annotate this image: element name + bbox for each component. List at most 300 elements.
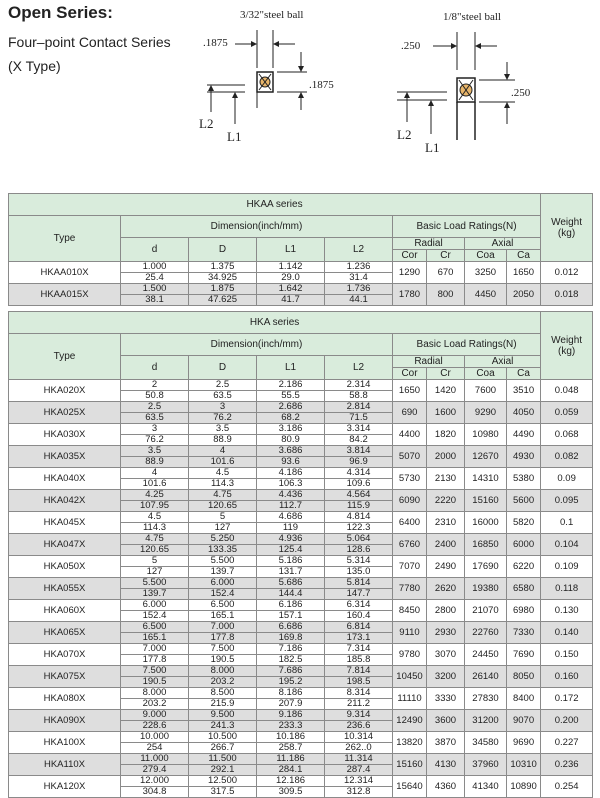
D-cell-inch: 9.500 xyxy=(189,710,256,721)
L1-cell-mm: 233.3 xyxy=(278,720,303,731)
D-cell-inch: 3 xyxy=(189,402,256,413)
d-cell xyxy=(121,512,189,534)
L1-cell-inch: 1.642 xyxy=(257,284,324,295)
ca-cell: 10890 xyxy=(507,776,541,798)
radial-header: Radial xyxy=(393,356,465,368)
L2-cell-mm: 122.3 xyxy=(346,522,371,533)
cr-cell: 2000 xyxy=(427,446,465,468)
ca-cell: 6980 xyxy=(507,600,541,622)
cor-cell: 12490 xyxy=(393,710,427,732)
d-cell-mm: 63.5 xyxy=(145,412,164,423)
D-cell-inch: 12.500 xyxy=(189,776,256,787)
col-cr: Cr xyxy=(427,368,465,380)
L2-cell-inch: 7.814 xyxy=(325,666,392,677)
D-cell-mm: 63.5 xyxy=(213,390,232,401)
L2-cell-inch: 6.814 xyxy=(325,622,392,633)
ca-cell: 8400 xyxy=(507,688,541,710)
cor-cell: 9780 xyxy=(393,644,427,666)
type-cell: HKA045X xyxy=(9,512,121,534)
table-row xyxy=(9,556,593,578)
L2-cell xyxy=(325,754,393,776)
type-cell: HKA110X xyxy=(9,754,121,776)
col-cor: Cor xyxy=(393,368,427,380)
L1-cell-mm: 41.7 xyxy=(281,294,300,305)
L2-cell-mm: 262..0 xyxy=(345,742,372,753)
D-cell xyxy=(189,512,257,534)
d-cell-inch: 2.5 xyxy=(121,402,188,413)
L2-cell xyxy=(325,380,393,402)
cr-cell: 3600 xyxy=(427,710,465,732)
L1-cell xyxy=(257,490,325,512)
type-cell: HKAA010X xyxy=(9,262,121,284)
table-row xyxy=(9,666,593,688)
type-cell: HKA090X xyxy=(9,710,121,732)
D-cell-mm: 139.7 xyxy=(210,566,235,577)
L1-cell-mm: 195.2 xyxy=(278,676,303,687)
D-cell-mm: 241.3 xyxy=(210,720,235,731)
ca-cell: 9070 xyxy=(507,710,541,732)
D-cell-mm: 190.5 xyxy=(210,654,235,665)
load-ratings-header: Basic Load Ratings(N) xyxy=(393,216,541,238)
ca-cell: 8050 xyxy=(507,666,541,688)
table-row xyxy=(9,600,593,622)
ca-cell: 5820 xyxy=(507,512,541,534)
D-cell-mm: 114.3 xyxy=(210,478,235,489)
cr-cell: 3070 xyxy=(427,644,465,666)
axial-header: Axial xyxy=(465,356,541,368)
L2-cell xyxy=(325,710,393,732)
table-row xyxy=(9,512,593,534)
L1-cell-mm: 258.7 xyxy=(278,742,303,753)
d-cell-inch: 6.500 xyxy=(121,622,188,633)
D-cell-mm: 133.35 xyxy=(207,544,238,555)
cor-cell: 11110 xyxy=(393,688,427,710)
L1-cell xyxy=(257,380,325,402)
L2-cell-inch: 3.814 xyxy=(325,446,392,457)
diagram-right xyxy=(397,11,531,155)
D-cell xyxy=(189,284,257,306)
L2-cell-inch: 5.314 xyxy=(325,556,392,567)
L1-cell-mm: 80.9 xyxy=(281,434,300,445)
cor-cell: 15640 xyxy=(393,776,427,798)
L1-cell xyxy=(257,402,325,424)
coa-cell: 15160 xyxy=(465,490,507,512)
d-cell-mm: 165.1 xyxy=(142,632,167,643)
col-L1: L1 xyxy=(257,238,325,262)
L1-cell xyxy=(257,284,325,306)
L1-cell-inch: 7.186 xyxy=(257,644,324,655)
D-cell-mm: 88.9 xyxy=(213,434,232,445)
L2-cell-inch: 2.314 xyxy=(325,380,392,391)
cr-cell: 1820 xyxy=(427,424,465,446)
D-cell xyxy=(189,380,257,402)
L2-cell-mm: 198.5 xyxy=(346,676,371,687)
D-cell-mm: 165.1 xyxy=(210,610,235,621)
d-cell-inch: 10.000 xyxy=(121,732,188,743)
type-header: Type xyxy=(9,334,121,380)
L2-cell-inch: 4.314 xyxy=(325,468,392,479)
d-cell-mm: 25.4 xyxy=(145,272,164,283)
subtitle-line-1: Four–point Contact Series xyxy=(8,34,171,50)
weight-cell: 0.118 xyxy=(541,578,593,600)
type-cell: HKA120X xyxy=(9,776,121,798)
L1-cell-inch: 2.186 xyxy=(257,380,324,391)
L2-cell-mm: 58.8 xyxy=(349,390,368,401)
weight-cell: 0.104 xyxy=(541,534,593,556)
weight-cell: 0.160 xyxy=(541,666,593,688)
L2-cell-mm: 84.2 xyxy=(349,434,368,445)
L2-cell-mm: 71.5 xyxy=(349,412,368,423)
d-cell-mm: 38.1 xyxy=(145,294,164,305)
coa-cell: 26140 xyxy=(465,666,507,688)
table-row xyxy=(9,534,593,556)
cross-section-diagrams xyxy=(185,0,595,160)
d-cell xyxy=(121,666,189,688)
d-cell xyxy=(121,688,189,710)
L2-cell xyxy=(325,688,393,710)
d-cell xyxy=(121,446,189,468)
weight-cell: 0.095 xyxy=(541,490,593,512)
L1-cell-mm: 93.6 xyxy=(281,456,300,467)
D-cell-inch: 3.5 xyxy=(189,424,256,435)
D-cell-mm: 120.65 xyxy=(207,500,238,511)
cor-cell: 10450 xyxy=(393,666,427,688)
cor-cell: 8450 xyxy=(393,600,427,622)
cr-cell: 3200 xyxy=(427,666,465,688)
L2-cell-inch: 11.314 xyxy=(325,754,392,765)
table-row xyxy=(9,446,593,468)
d-cell xyxy=(121,402,189,424)
weight-cell: 0.012 xyxy=(541,262,593,284)
right-dim-b: .250 xyxy=(511,87,531,99)
left-l1-label: L1 xyxy=(227,129,242,144)
table-row xyxy=(9,710,593,732)
d-cell-inch: 11.000 xyxy=(121,754,188,765)
L1-cell-mm: 207.9 xyxy=(278,698,303,709)
L1-cell xyxy=(257,622,325,644)
weight-cell: 0.150 xyxy=(541,644,593,666)
L2-cell-mm: 128.6 xyxy=(346,544,371,555)
d-cell xyxy=(121,622,189,644)
d-cell-mm: 279.4 xyxy=(142,764,167,775)
table-row xyxy=(9,468,593,490)
coa-cell: 16850 xyxy=(465,534,507,556)
type-cell: HKA055X xyxy=(9,578,121,600)
cor-cell: 690 xyxy=(393,402,427,424)
L1-cell-mm: 182.5 xyxy=(278,654,303,665)
col-d: d xyxy=(121,356,189,380)
L2-cell xyxy=(325,424,393,446)
L1-cell xyxy=(257,262,325,284)
type-cell: HKA080X xyxy=(9,688,121,710)
col-cr: Cr xyxy=(427,250,465,262)
type-cell: HKAA015X xyxy=(9,284,121,306)
cr-cell: 2400 xyxy=(427,534,465,556)
d-cell xyxy=(121,468,189,490)
table-row xyxy=(9,402,593,424)
L2-cell xyxy=(325,262,393,284)
cr-cell: 2930 xyxy=(427,622,465,644)
D-cell xyxy=(189,490,257,512)
d-cell-inch: 8.000 xyxy=(121,688,188,699)
D-cell xyxy=(189,600,257,622)
table-row xyxy=(9,754,593,776)
L2-cell-inch: 2.814 xyxy=(325,402,392,413)
L2-cell xyxy=(325,284,393,306)
D-cell xyxy=(189,710,257,732)
coa-cell: 9290 xyxy=(465,402,507,424)
L2-cell xyxy=(325,534,393,556)
coa-cell: 34580 xyxy=(465,732,507,754)
radial-header: Radial xyxy=(393,238,465,250)
d-cell-inch: 4 xyxy=(121,468,188,479)
D-cell-mm: 266.7 xyxy=(210,742,235,753)
L2-cell-inch: 4.564 xyxy=(325,490,392,501)
L2-cell-mm: 96.9 xyxy=(349,456,368,467)
cor-cell: 13820 xyxy=(393,732,427,754)
d-cell-inch: 7.000 xyxy=(121,644,188,655)
L1-cell-mm: 119 xyxy=(282,522,299,533)
weight-cell: 0.200 xyxy=(541,710,593,732)
D-cell-inch: 4.5 xyxy=(189,468,256,479)
right-dim-a: .250 xyxy=(401,40,421,52)
cor-cell: 6400 xyxy=(393,512,427,534)
type-cell: HKA075X xyxy=(9,666,121,688)
L1-cell-inch: 1.142 xyxy=(257,262,324,273)
weight-cell: 0.254 xyxy=(541,776,593,798)
D-cell-inch: 5.500 xyxy=(189,556,256,567)
L1-cell xyxy=(257,732,325,754)
cr-cell: 2620 xyxy=(427,578,465,600)
L1-cell-mm: 112.7 xyxy=(278,500,303,511)
L2-cell-inch: 3.314 xyxy=(325,424,392,435)
L2-cell-inch: 5.064 xyxy=(325,534,392,545)
D-cell-inch: 10.500 xyxy=(189,732,256,743)
ca-cell: 6000 xyxy=(507,534,541,556)
coa-cell: 17690 xyxy=(465,556,507,578)
weight-cell: 0.130 xyxy=(541,600,593,622)
d-cell xyxy=(121,776,189,798)
L2-cell xyxy=(325,446,393,468)
type-cell: HKA030X xyxy=(9,424,121,446)
L1-cell xyxy=(257,776,325,798)
table-row xyxy=(9,380,593,402)
d-cell-mm: 139.7 xyxy=(142,588,167,599)
D-cell-inch: 7.500 xyxy=(189,644,256,655)
coa-cell: 31200 xyxy=(465,710,507,732)
table-row xyxy=(9,424,593,446)
coa-cell: 21070 xyxy=(465,600,507,622)
coa-cell: 16000 xyxy=(465,512,507,534)
L1-cell xyxy=(257,534,325,556)
d-cell-inch: 3 xyxy=(121,424,188,435)
D-cell xyxy=(189,446,257,468)
table-row xyxy=(9,490,593,512)
L1-cell xyxy=(257,688,325,710)
D-cell xyxy=(189,666,257,688)
ca-cell: 10310 xyxy=(507,754,541,776)
L1-cell-mm: 131.7 xyxy=(278,566,303,577)
cor-cell: 15160 xyxy=(393,754,427,776)
cor-cell: 1650 xyxy=(393,380,427,402)
L1-cell xyxy=(257,446,325,468)
D-cell-inch: 6.000 xyxy=(189,578,256,589)
ca-cell: 4490 xyxy=(507,424,541,446)
L1-cell-mm: 106.3 xyxy=(278,478,303,489)
col-cor: Cor xyxy=(393,250,427,262)
D-cell-inch: 1.875 xyxy=(189,284,256,295)
weight-cell: 0.1 xyxy=(541,512,593,534)
D-cell xyxy=(189,732,257,754)
coa-cell: 10980 xyxy=(465,424,507,446)
d-cell-inch: 5 xyxy=(121,556,188,567)
L2-cell xyxy=(325,556,393,578)
ca-cell: 4930 xyxy=(507,446,541,468)
L2-cell xyxy=(325,644,393,666)
col-D: D xyxy=(189,356,257,380)
D-cell-mm: 317.5 xyxy=(210,786,235,797)
L1-cell-mm: 284.1 xyxy=(278,764,303,775)
D-cell xyxy=(189,534,257,556)
L2-cell-inch: 6.314 xyxy=(325,600,392,611)
L1-cell xyxy=(257,754,325,776)
d-cell-inch: 5.500 xyxy=(121,578,188,589)
ca-cell: 6220 xyxy=(507,556,541,578)
d-cell xyxy=(121,578,189,600)
L2-cell-mm: 44.1 xyxy=(349,294,368,305)
d-cell-mm: 203.2 xyxy=(142,698,167,709)
D-cell xyxy=(189,688,257,710)
coa-cell: 27830 xyxy=(465,688,507,710)
L1-cell xyxy=(257,644,325,666)
table-row xyxy=(9,688,593,710)
load-ratings-header: Basic Load Ratings(N) xyxy=(393,334,541,356)
L1-cell xyxy=(257,424,325,446)
type-cell: HKA060X xyxy=(9,600,121,622)
D-cell xyxy=(189,468,257,490)
cor-cell: 9110 xyxy=(393,622,427,644)
weight-cell: 0.068 xyxy=(541,424,593,446)
d-cell-mm: 190.5 xyxy=(142,676,167,687)
L2-cell xyxy=(325,666,393,688)
d-cell xyxy=(121,284,189,306)
L2-cell-mm: 31.4 xyxy=(349,272,368,283)
L1-cell xyxy=(257,556,325,578)
d-cell xyxy=(121,262,189,284)
L2-cell-mm: 135.0 xyxy=(346,566,371,577)
L1-cell xyxy=(257,468,325,490)
d-cell-inch: 6.000 xyxy=(121,600,188,611)
D-cell-mm: 47.625 xyxy=(207,294,238,305)
hka-series-table xyxy=(8,311,593,798)
cr-cell: 2130 xyxy=(427,468,465,490)
L2-cell xyxy=(325,622,393,644)
L1-cell-inch: 3.686 xyxy=(257,446,324,457)
L1-cell-mm: 55.5 xyxy=(281,390,300,401)
L1-cell-inch: 4.186 xyxy=(257,468,324,479)
L2-cell xyxy=(325,578,393,600)
col-d: d xyxy=(121,238,189,262)
L2-cell-mm: 173.1 xyxy=(346,632,371,643)
d-cell xyxy=(121,600,189,622)
D-cell-mm: 152.4 xyxy=(210,588,235,599)
type-cell: HKA020X xyxy=(9,380,121,402)
L1-cell xyxy=(257,578,325,600)
d-cell-mm: 152.4 xyxy=(142,610,167,621)
L2-cell-inch: 10.314 xyxy=(325,732,392,743)
D-cell-mm: 203.2 xyxy=(210,676,235,687)
L2-cell-inch: 9.314 xyxy=(325,710,392,721)
col-coa: Coa xyxy=(465,250,507,262)
cr-cell: 3870 xyxy=(427,732,465,754)
L1-cell-inch: 6.186 xyxy=(257,600,324,611)
L2-cell-inch: 8.314 xyxy=(325,688,392,699)
weight-cell: 0.109 xyxy=(541,556,593,578)
D-cell-inch: 11.500 xyxy=(189,754,256,765)
L1-cell-inch: 5.686 xyxy=(257,578,324,589)
ca-cell: 3510 xyxy=(507,380,541,402)
L2-cell-mm: 109.6 xyxy=(346,478,371,489)
diagram-left xyxy=(199,9,334,144)
coa-cell: 4450 xyxy=(465,284,507,306)
L1-cell-mm: 169.8 xyxy=(278,632,303,643)
weight-cell: 0.140 xyxy=(541,622,593,644)
col-L1: L1 xyxy=(257,356,325,380)
L2-cell xyxy=(325,600,393,622)
left-caption: 3/32"steel ball xyxy=(240,9,304,21)
table-row xyxy=(9,284,593,306)
type-cell: HKA070X xyxy=(9,644,121,666)
L2-cell xyxy=(325,402,393,424)
L2-cell-inch: 4.814 xyxy=(325,512,392,523)
coa-cell: 41340 xyxy=(465,776,507,798)
left-dim-a: .1875 xyxy=(203,37,228,49)
D-cell xyxy=(189,402,257,424)
d-cell-inch: 1.000 xyxy=(121,262,188,273)
L2-cell-mm: 211.2 xyxy=(346,698,371,709)
d-cell-inch: 9.000 xyxy=(121,710,188,721)
weight-cell: 0.059 xyxy=(541,402,593,424)
d-cell-inch: 7.500 xyxy=(121,666,188,677)
L2-cell xyxy=(325,490,393,512)
coa-cell: 37960 xyxy=(465,754,507,776)
D-cell-inch: 5 xyxy=(189,512,256,523)
cr-cell: 3330 xyxy=(427,688,465,710)
L2-cell-mm: 115.9 xyxy=(346,500,371,511)
cr-cell: 670 xyxy=(427,262,465,284)
ca-cell: 9690 xyxy=(507,732,541,754)
weight-cell: 0.018 xyxy=(541,284,593,306)
d-cell xyxy=(121,556,189,578)
type-cell: HKA025X xyxy=(9,402,121,424)
page-title: Open Series: xyxy=(8,3,113,22)
d-cell-mm: 50.8 xyxy=(145,390,164,401)
L2-cell-mm: 236.6 xyxy=(346,720,371,731)
cr-cell: 4360 xyxy=(427,776,465,798)
d-cell-mm: 177.8 xyxy=(142,654,167,665)
L2-cell xyxy=(325,512,393,534)
D-cell-mm: 101.6 xyxy=(210,456,235,467)
d-cell-mm: 127 xyxy=(146,566,163,577)
L1-cell-inch: 12.186 xyxy=(257,776,324,787)
L2-cell xyxy=(325,776,393,798)
D-cell-inch: 4.75 xyxy=(189,490,256,501)
L2-cell-mm: 312.8 xyxy=(346,786,371,797)
d-cell-mm: 107.95 xyxy=(139,500,170,511)
L1-cell-inch: 4.436 xyxy=(257,490,324,501)
d-cell xyxy=(121,490,189,512)
ca-cell: 5600 xyxy=(507,490,541,512)
